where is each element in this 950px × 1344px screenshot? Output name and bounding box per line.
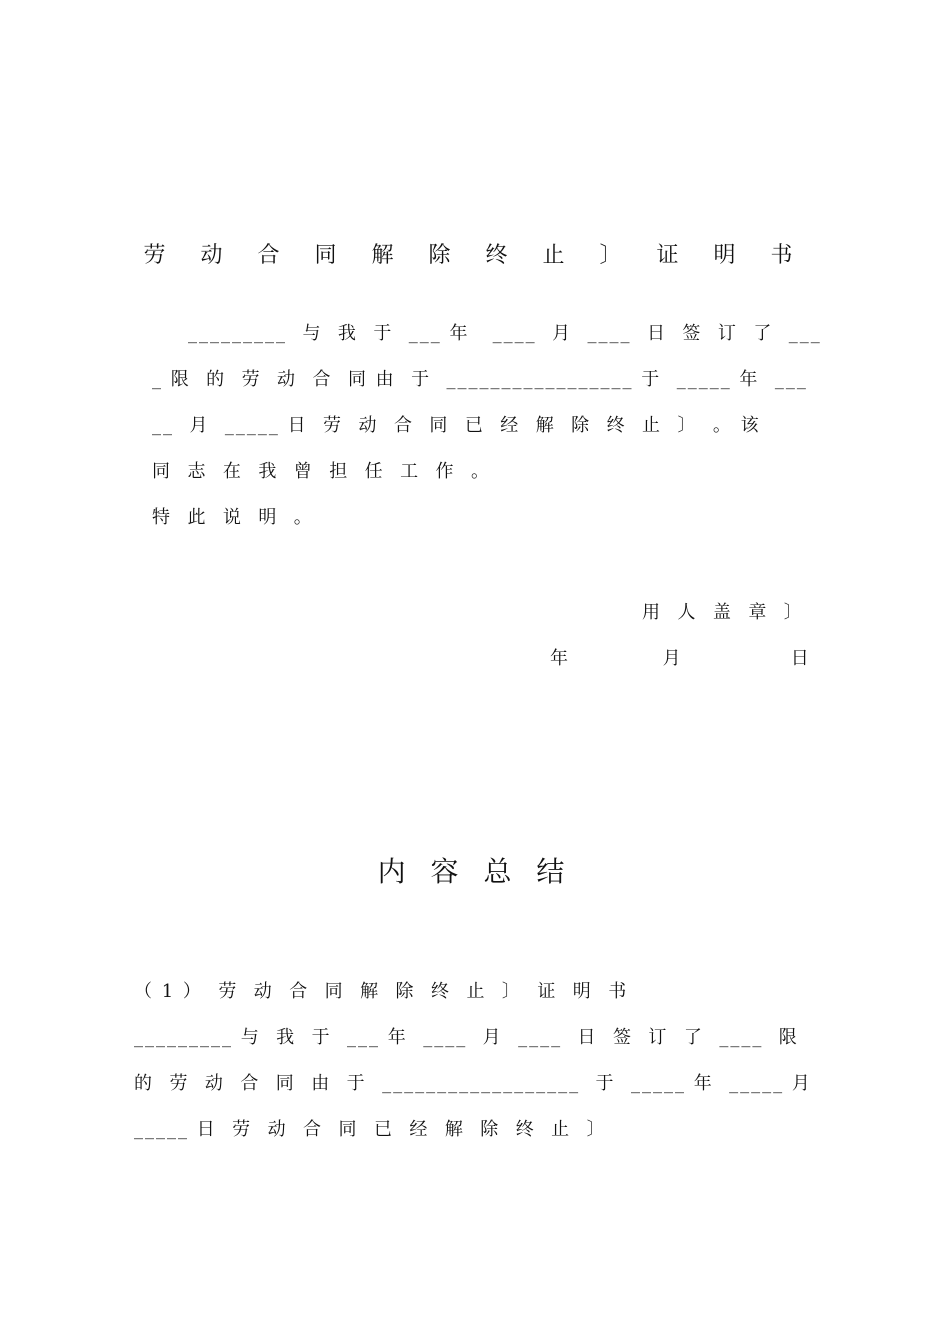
certificate-title: 劳 动 合 同 解 除 终 止 〕 证 明 书: [143, 243, 807, 268]
summary-line-3: 的 劳 动 合 同 由 于 __________________ 于 _____ 年 _____ 月: [134, 1073, 812, 1094]
summary-line-4: _____ 日 劳 动 合 同 已 经 解 除 终 止 〕: [134, 1119, 607, 1140]
date-line: 年 月 日: [550, 648, 811, 669]
body-line-2: _ 限 的 劳 动 合 同 由 于 _________________ 于 _____ 年 ___: [152, 369, 808, 390]
body-line-3: __ 月 _____ 日 劳 动 合 同 已 经 解 除 终 止 〕 。 该: [152, 415, 761, 436]
body-line-4: 同 志 在 我 曾 担 任 工 作 。: [152, 461, 491, 482]
body-line-1: _________ 与 我 于 ___ 年 ____ 月 ____ 日 签 订 了 ___: [188, 323, 822, 344]
summary-line-1: （ 1 ） 劳 动 合 同 解 除 终 止 〕 证 明 书: [134, 981, 629, 1002]
signature-label: 用 人 盖 章 〕: [642, 602, 804, 623]
body-line-5: 特 此 说 明 。: [152, 507, 314, 528]
summary-title: 内 容 总 结: [377, 855, 573, 888]
summary-line-2: _________ 与 我 于 ___ 年 ____ 月 ____ 日 签 订 了 ____ 限: [134, 1027, 799, 1048]
